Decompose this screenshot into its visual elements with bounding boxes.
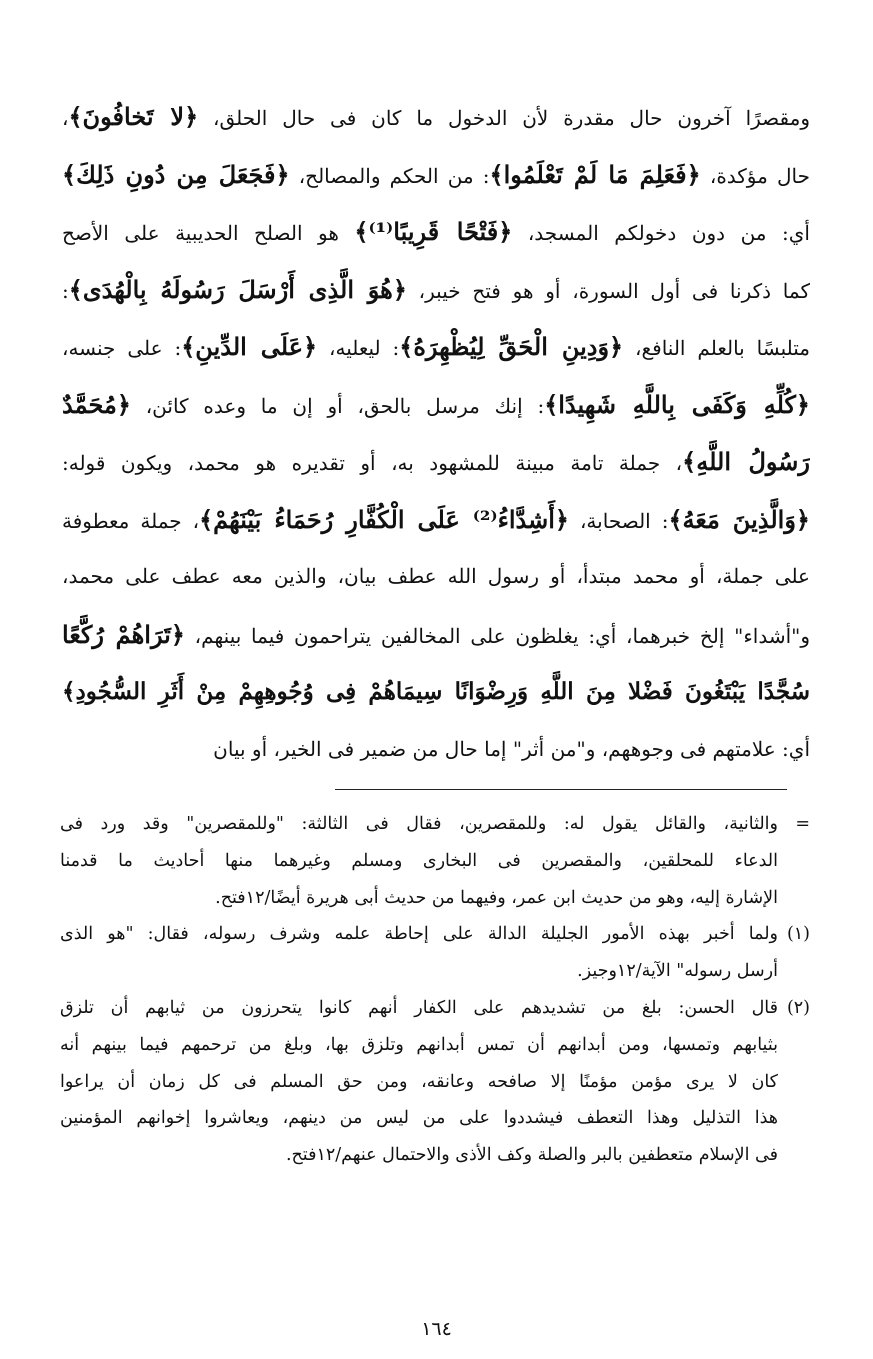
footnote-line: والثانية، والقائل يقول له: وللمقصرين، فقال فى الثالثة: "وللمقصرين" وقد ورد فى (60, 814, 778, 834)
text-line: أي: من دون دخولكم المسجد، ﴿فَتْحًا قَرِيبًا⁽¹⁾﴾ هو الصلح الحديبية على الأصح (62, 217, 810, 246)
footnote-2 (60, 990, 810, 1174)
footnote-separator (335, 789, 787, 790)
quran-quote: ﴿وَالَّذِينَ مَعَهُ﴾ (668, 504, 810, 534)
quran-quote: ﴿فَتْحًا قَرِيبًا⁽¹⁾﴾ (354, 217, 513, 246)
footnote-marker: (١) (786, 924, 810, 945)
main-text (62, 88, 810, 778)
text-line: رَسُولُ اللَّهِ﴾، جملة تامة مبينة للمشهود به، أو تقديره هو محمد، ويكون قوله: (62, 447, 810, 476)
text-line: حال مؤكدة، ﴿فَعَلِمَ مَا لَمْ تَعْلَمُوا﴾: من الحكم والمصالح، ﴿فَجَعَلَ مِن دُونِ ذَلِكَ﴾ (62, 159, 810, 189)
footnote-line: الدعاء للمحلقين، والمقصرين فى البخارى ومسلم وغيرهما منها أحاديث ما قدمنا (60, 850, 778, 871)
quran-quote: ﴿هُوَ الَّذِى أَرْسَلَ رَسُولَهُ بِالْهُدَى﴾ (68, 274, 407, 304)
footnote-line: هذا التذليل وهذا التعطف فيشددوا على من ليس من دينهم، ويعاشروا إخوانهم المؤمنين (60, 1108, 778, 1129)
quran-quote: ﴿مُحَمَّدٌ (62, 389, 131, 419)
footnote-line: أرسل رسوله" الآية/١٢وجيز. (577, 961, 778, 982)
quran-quote: ﴿لا تَخافُونَ﴾ (68, 102, 199, 131)
quran-quote: ﴿أَشِدَّاءُ⁽²⁾ عَلَى الْكُفَّارِ رُحَمَاءُ بَيْنَهُمْ﴾ (199, 504, 569, 534)
quran-quote: ﴿فَعَلِمَ مَا لَمْ تَعْلَمُوا﴾ (489, 159, 701, 189)
footnote-line: الإشارة إليه، وهو من حديث ابن عمر، وفيهما من حديث أبى هريرة أيضًا/١٢فتح. (215, 887, 778, 908)
footnote-marker: (٢) (786, 997, 810, 1018)
text-line: أي: علامتهم فى وجوههم، و"من أثر" إما حال من ضمير فى الخير، أو بيان (213, 736, 810, 761)
quran-quote: ﴿وَدِينِ الْحَقِّ لِيُظْهِرَهُ﴾ (399, 332, 624, 361)
footnote-1 (60, 916, 810, 990)
quran-quote: رَسُولُ اللَّهِ﴾ (682, 447, 810, 476)
quran-quote: ﴿كُلِّهِ وَكَفَى بِاللَّهِ شَهِيدًا﴾ (544, 389, 810, 419)
text-line: ومقصرًا آخرون حال مقدرة لأن الدخول ما كان فى حال الحلق، ﴿لا تَخافُونَ﴾، (62, 102, 810, 131)
text-line: و"أشداء" إلخ خبرهما، أي: يغلظون على المخالفين يتراحمون فيما بينهم، ﴿تَرَاهُمْ رُكَّعًا (62, 619, 810, 649)
quran-quote: ﴿عَلَى الدِّينِ﴾ (181, 332, 318, 361)
footnote-marker: = (795, 814, 810, 834)
footnote-line: كان لا يرى مؤمن مؤمنًا إلا صافحه وعانقه، ومن حق المسلم فى كل زمان أن يراعوا (60, 1071, 779, 1092)
text-line: كما ذكرنا فى أول السورة، أو هو فتح خيبر، ﴿هُوَ الَّذِى أَرْسَلَ رَسُولَهُ بِالْهُدَى﴾: (62, 274, 810, 304)
page-number: ١٦٤ (421, 1318, 452, 1340)
quran-quote: ﴿فَجَعَلَ مِن دُونِ ذَلِكَ﴾ (62, 159, 290, 189)
footnote-line: ولما أخبر بهذه الأمور الجليلة الدالة على إحاطة علمه وشرف رسوله، فقال: "هو الذى (60, 924, 778, 945)
text-line: على جملة، أو محمد مبتدأ، أو رسول الله عطف بيان، والذين معه عطف على محمد، (62, 564, 810, 588)
text-line: متلبسًا بالعلم النافع، ﴿وَدِينِ الْحَقِّ لِيُظْهِرَهُ﴾: ليعليه، ﴿عَلَى الدِّينِ﴾: على جنسه، (62, 332, 810, 361)
verse-line: سُجَّدًا يَبْتَغُونَ فَضْلا مِنَ اللَّهِ وَرِضْوَانًا سِيمَاهُمْ فِى وُجُوهِهِمْ مِنْ أَثَرِ السُّجُودِ﴾ (62, 678, 810, 705)
footnote-line: قال الحسن: بلغ من تشديدهم على الكفار أنهم كانوا يتحرزون من ثيابهم أن تلزق (60, 997, 778, 1018)
footnote-line: فى الإسلام متعطفين بالبر والصلة وكف الأذى والاحتمال عنهم/١٢فتح. (285, 1145, 778, 1166)
text-line: ﴿وَالَّذِينَ مَعَهُ﴾: الصحابة، ﴿أَشِدَّاءُ⁽²⁾ عَلَى الْكُفَّارِ رُحَمَاءُ بَيْنَهُمْ﴾، جملة معطوفة (62, 504, 810, 534)
footnote-line: بثيابهم وتمسها، ومن أبدانهم أن تمس أبدانهم وتلزق بها، وبلغ من ترحمهم فيما بينهم أنه (60, 1034, 778, 1055)
footnote-continued (60, 806, 810, 916)
quran-quote: ﴿تَرَاهُمْ رُكَّعًا (62, 619, 185, 649)
footnotes (60, 806, 810, 1174)
text-line: ﴿كُلِّهِ وَكَفَى بِاللَّهِ شَهِيدًا﴾: إنك مرسل بالحق، أو إن ما وعده كائن، ﴿مُحَمَّدٌ (62, 389, 810, 419)
